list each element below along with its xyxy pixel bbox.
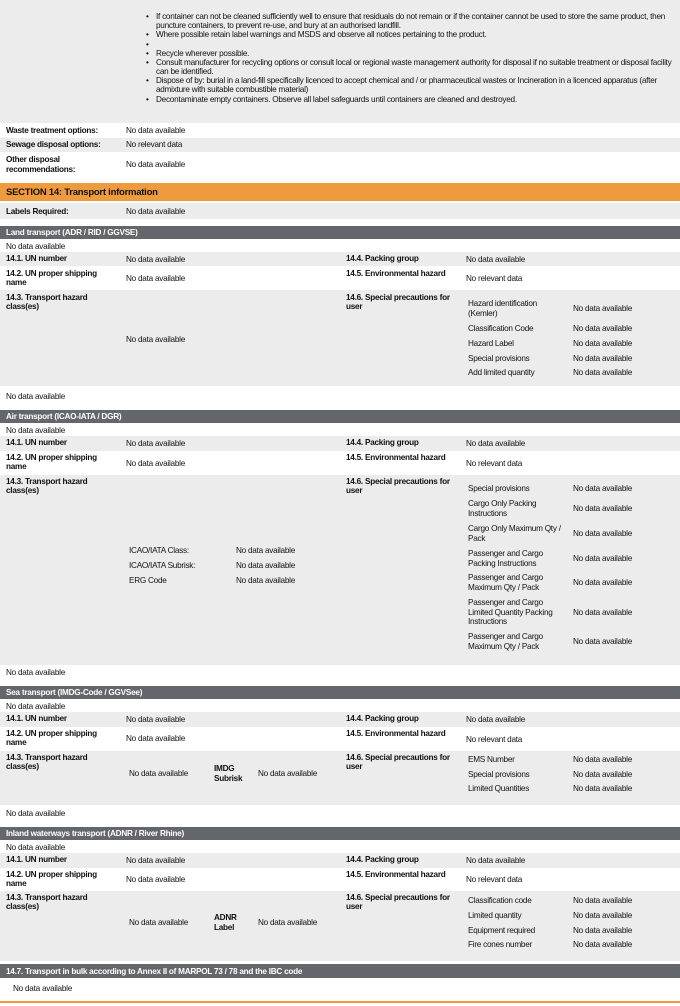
environmental-hazard-label: 14.5. Environmental hazard — [346, 729, 446, 738]
sewage-disposal-row — [0, 138, 680, 152]
environmental-hazard-value: No relevant data — [466, 459, 523, 468]
special-precautions-label-2: user — [346, 762, 363, 771]
labels-required-label: Labels Required: — [6, 207, 69, 216]
proper-shipping-name-value: No data available — [126, 274, 186, 283]
ems-number-label: EMS Number — [468, 755, 515, 764]
passenger-max-qty-label: Passenger and Cargo Maximum Qty / Pack — [468, 573, 543, 592]
un-number-value: No data available — [126, 856, 186, 865]
passenger-max-qty-label-2: Passenger and Cargo Maximum Qty / Pack — [468, 632, 543, 651]
inland-classification-code-value: No data available — [573, 896, 633, 905]
inland-transport-header — [0, 827, 680, 840]
air-special-provisions-value: No data available — [573, 484, 633, 493]
proper-shipping-name-label-1: 14.2. UN proper shipping — [6, 870, 97, 879]
list-item: • Consult manufacturer for recycling options or consult local or regional waste management authority for disposal if no suitable treatment or disposal facility can be identified. — [156, 58, 678, 76]
special-precautions-label-1: 14.6. Special precautions for — [346, 893, 450, 902]
adnr-label-value: No data available — [258, 918, 318, 927]
fire-cones-label: Fire cones number — [468, 940, 533, 949]
packing-group-label: 14.4. Packing group — [346, 714, 419, 723]
packing-group-value: No data available — [466, 856, 526, 865]
land-footer-text: No data available — [6, 392, 66, 401]
land-footer-row — [0, 386, 680, 408]
passenger-limited-value: No data available — [573, 608, 633, 617]
sewage-disposal-value: No relevant data — [126, 140, 183, 149]
list-spacer — [156, 40, 678, 49]
packing-group-value: No data available — [466, 439, 526, 448]
inland-un-row — [0, 853, 680, 868]
hazard-label-value: No data available — [573, 339, 633, 348]
environmental-hazard-label: 14.5. Environmental hazard — [346, 269, 446, 278]
hazard-class-label-2: class(es) — [6, 302, 39, 311]
air-un-row — [0, 436, 680, 451]
imdg-subrisk-value: No data available — [258, 769, 318, 778]
un-number-label: 14.1. UN number — [6, 714, 67, 723]
section-14-header — [0, 183, 680, 201]
special-precautions-label-1: 14.6. Special precautions for — [346, 293, 450, 302]
air-transport-title: Air transport (ICAO-IATA / DGR) — [6, 412, 122, 421]
kemler-label: Hazard identification (Kemler) — [468, 299, 537, 318]
proper-shipping-name-label-2: name — [6, 879, 27, 888]
list-item: • Where possible retain label warnings and MSDS and observe all notices pertaining to the product. — [156, 30, 678, 39]
hazard-class-label-1: 14.3. Transport hazard — [6, 293, 88, 302]
sea-proper-name-row — [0, 727, 680, 751]
inland-transport-title: Inland waterways transport (ADNR / River Rhine) — [6, 829, 184, 838]
un-number-label: 14.1. UN number — [6, 855, 67, 864]
special-precautions-label-2: user — [346, 302, 363, 311]
un-number-value: No data available — [126, 255, 186, 264]
environmental-hazard-value: No relevant data — [466, 875, 523, 884]
sewage-disposal-label: Sewage disposal options: — [6, 140, 101, 149]
other-disposal-label-line1: Other disposal — [6, 155, 60, 164]
inland-classification-code-label: Classification code — [468, 896, 532, 905]
air-proper-name-row — [0, 451, 680, 475]
proper-shipping-name-value: No data available — [126, 459, 186, 468]
icao-class-label: ICAO/IATA Class: — [129, 546, 189, 555]
passenger-max-qty-value: No data available — [573, 578, 633, 587]
proper-shipping-name-value: No data available — [126, 875, 186, 884]
sea-nda-row — [0, 700, 680, 712]
hazard-label-label: Hazard Label — [468, 339, 514, 348]
sea-special-provisions-label: Special provisions — [468, 770, 530, 779]
proper-shipping-name-value: No data available — [126, 734, 186, 743]
air-nda-text: No data available — [6, 426, 66, 435]
sea-hazard-class-row — [0, 751, 680, 805]
cargo-packing-value: No data available — [573, 504, 633, 513]
equipment-required-label: Equipment required — [468, 926, 535, 935]
air-transport-header — [0, 410, 680, 423]
limited-quantities-label: Limited Quantities — [468, 784, 530, 793]
land-proper-name-row — [0, 266, 680, 290]
kemler-value: No data available — [573, 304, 633, 313]
other-disposal-row — [0, 152, 680, 182]
hazard-class-label-1: 14.3. Transport hazard — [6, 477, 88, 486]
icao-subrisk-value: No data available — [236, 561, 296, 570]
list-item: • Dispose of by: burial in a land-fill specifically licenced to accept chemical and / or pharmaceutical wastes or Incineration in a licenced apparatus (after admixture with suitable combustible material) — [156, 76, 678, 94]
un-number-value: No data available — [126, 439, 186, 448]
air-hazard-class-row — [0, 475, 680, 665]
imdg-subrisk-label-1: IMDG — [214, 764, 235, 773]
proper-shipping-name-label-2: name — [6, 738, 27, 747]
hazard-class-label-2: class(es) — [6, 902, 39, 911]
passenger-packing-label: Passenger and Cargo Packing Instructions — [468, 549, 543, 568]
inland-hazard-class-value: No data available — [129, 918, 189, 927]
packing-group-value: No data available — [466, 715, 526, 724]
special-precautions-label-1: 14.6. Special precautions for — [346, 753, 450, 762]
list-item: • Decontaminate empty containers. Observe all label safeguards until containers are cleaned and destroyed. — [156, 95, 678, 104]
air-special-provisions-label: Special provisions — [468, 484, 530, 493]
erg-code-value: No data available — [236, 576, 296, 585]
adnr-label-1: ADNR — [214, 913, 237, 922]
erg-code-label: ERG Code — [129, 576, 167, 585]
land-hazard-class-row — [0, 290, 680, 386]
cargo-max-qty-value: No data available — [573, 529, 633, 538]
adnr-label-2: Label — [214, 923, 235, 932]
limited-quantity-label: Add limited quantity — [468, 368, 535, 377]
sea-footer-text: No data available — [6, 809, 66, 818]
air-footer-text: No data available — [6, 668, 66, 677]
inland-nda-row — [0, 841, 680, 853]
special-precautions-label-1: 14.6. Special precautions for — [346, 477, 450, 486]
section-divider — [0, 1001, 680, 1003]
sea-transport-header — [0, 686, 680, 699]
hazard-class-label-2: class(es) — [6, 486, 39, 495]
proper-shipping-name-label-1: 14.2. UN proper shipping — [6, 729, 97, 738]
imdg-subrisk-label-2: Subrisk — [214, 774, 243, 783]
sea-special-provisions-value: No data available — [573, 770, 633, 779]
un-number-value: No data available — [126, 715, 186, 724]
inland-limited-quantity-label: Limited quantity — [468, 911, 522, 920]
proper-shipping-name-label-2: name — [6, 462, 27, 471]
list-item: • Recycle wherever possible. — [156, 49, 678, 58]
environmental-hazard-value: No relevant data — [466, 274, 523, 283]
land-nda-row — [0, 240, 680, 252]
other-disposal-label-line2: recommendations: — [6, 165, 76, 174]
bulk-transport-header — [0, 964, 680, 978]
labels-required-value: No data available — [126, 207, 186, 216]
sea-un-row — [0, 712, 680, 727]
air-nda-row — [0, 424, 680, 436]
environmental-hazard-label: 14.5. Environmental hazard — [346, 870, 446, 879]
proper-shipping-name-label-2: name — [6, 278, 27, 287]
icao-subrisk-label: ICAO/IATA Subrisk: — [129, 561, 196, 570]
land-transport-title: Land transport (ADR / RID / GGVSE) — [6, 228, 138, 237]
special-precautions-label-2: user — [346, 486, 363, 495]
disposal-bullet-list — [156, 12, 678, 104]
special-provisions-label: Special provisions — [468, 354, 530, 363]
fire-cones-value: No data available — [573, 940, 633, 949]
special-precautions-label-2: user — [346, 902, 363, 911]
proper-shipping-name-label-1: 14.2. UN proper shipping — [6, 453, 97, 462]
waste-treatment-label: Waste treatment options: — [6, 126, 98, 135]
ems-number-value: No data available — [573, 755, 633, 764]
section-14-title: SECTION 14: Transport information — [6, 187, 158, 198]
bulk-transport-title: 14.7. Transport in bulk according to Annex II of MARPOL 73 / 78 and the IBC code — [6, 967, 303, 976]
passenger-limited-label: Passenger and Cargo Limited Quantity Packing Instructions — [468, 598, 553, 626]
bulk-value-text: No data available — [13, 984, 73, 993]
hazard-class-label-2: class(es) — [6, 762, 39, 771]
other-disposal-value: No data available — [126, 160, 186, 169]
land-transport-header — [0, 226, 680, 239]
limited-quantities-value: No data available — [573, 784, 633, 793]
passenger-packing-value: No data available — [573, 554, 633, 563]
list-item: • If container can not be cleaned sufficiently well to ensure that residuals do not remain or if the container cannot be used to store the same product, then puncture containers, to prevent re-use, and bury at an authorised landfill. — [156, 12, 678, 30]
disposal-methods-block — [0, 0, 680, 123]
un-number-label: 14.1. UN number — [6, 254, 67, 263]
inland-nda-text: No data available — [6, 843, 66, 852]
inland-proper-name-row — [0, 868, 680, 891]
waste-treatment-row — [0, 123, 680, 138]
packing-group-value: No data available — [466, 255, 526, 264]
environmental-hazard-label: 14.5. Environmental hazard — [346, 453, 446, 462]
sea-hazard-class-value: No data available — [129, 769, 189, 778]
classification-code-value: No data available — [573, 324, 633, 333]
limited-quantity-value: No data available — [573, 368, 633, 377]
special-provisions-value: No data available — [573, 354, 633, 363]
sea-footer-row — [0, 805, 680, 827]
hazard-class-label-1: 14.3. Transport hazard — [6, 753, 88, 762]
hazard-class-value: No data available — [126, 335, 186, 344]
environmental-hazard-value: No relevant data — [466, 735, 523, 744]
sea-nda-text: No data available — [6, 702, 66, 711]
air-footer-row — [0, 665, 680, 685]
proper-shipping-name-label-1: 14.2. UN proper shipping — [6, 269, 97, 278]
icao-class-value: No data available — [236, 546, 296, 555]
labels-required-row — [0, 203, 680, 219]
bulk-value-row — [0, 980, 680, 998]
inland-limited-quantity-value: No data available — [573, 911, 633, 920]
classification-code-label: Classification Code — [468, 324, 534, 333]
hazard-class-label-1: 14.3. Transport hazard — [6, 893, 88, 902]
sea-transport-title: Sea transport (IMDG-Code / GGVSee) — [6, 688, 143, 697]
packing-group-label: 14.4. Packing group — [346, 254, 419, 263]
equipment-required-value: No data available — [573, 926, 633, 935]
un-number-label: 14.1. UN number — [6, 438, 67, 447]
waste-treatment-value: No data available — [126, 126, 186, 135]
cargo-packing-label: Cargo Only Packing Instructions — [468, 499, 537, 518]
passenger-max-qty-value-2: No data available — [573, 637, 633, 646]
packing-group-label: 14.4. Packing group — [346, 855, 419, 864]
land-un-row — [0, 252, 680, 266]
land-nda-text: No data available — [6, 242, 66, 251]
inland-hazard-class-row — [0, 891, 680, 961]
cargo-max-qty-label: Cargo Only Maximum Qty / Pack — [468, 524, 561, 543]
packing-group-label: 14.4. Packing group — [346, 438, 419, 447]
